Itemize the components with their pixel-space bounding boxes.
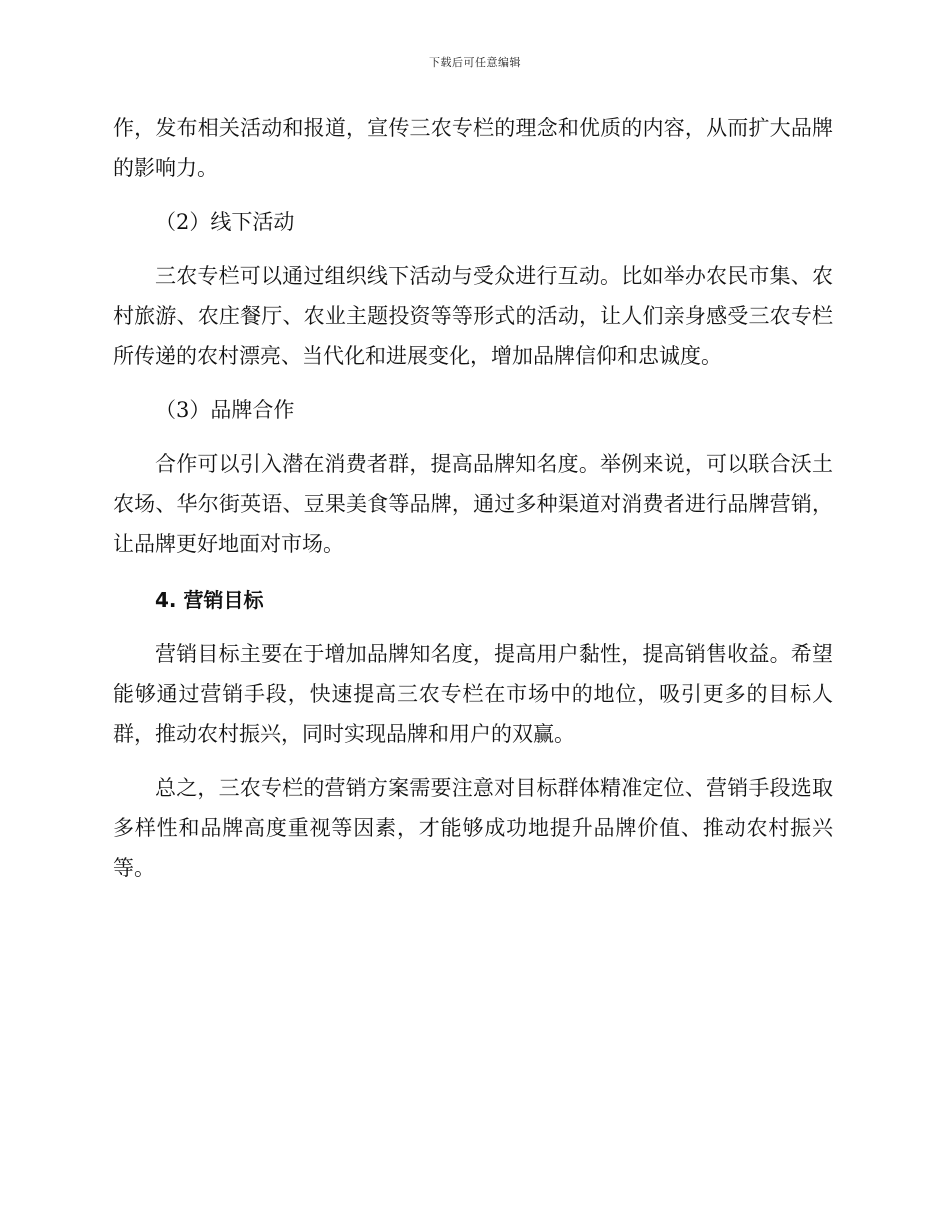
page-header: 下载后可任意编辑 (429, 56, 521, 69)
section-heading-marketing-goals: 4. 营销目标 (155, 588, 264, 612)
document-body (113, 108, 833, 888)
paragraph-offline-activities: 三农专栏可以通过组织线下活动与受众进行互动。比如举办农民市集、农村旅游、农庄餐厅、农业主题投资等等形式的活动，让人们亲身感受三农专栏所传递的农村漂亮、当代化和进展变化，增加品牌信仰和忠诚度。 (113, 264, 833, 368)
subheading-offline-activities: （2）线下活动 (155, 210, 295, 234)
paragraph-brand-cooperation: 合作可以引入潜在消费者群，提高品牌知名度。举例来说，可以联合沃土农场、华尔街英语、豆果美食等品牌，通过多种渠道对消费者进行品牌营销，让品牌更好地面对市场。 (113, 452, 833, 556)
paragraph-conclusion: 总之，三农专栏的营销方案需要注意对目标群体精准定位、营销手段选取多样性和品牌高度重视等因素，才能够成功地提升品牌价值、推动农村振兴等。 (113, 776, 833, 880)
subheading-brand-cooperation: （3）品牌合作 (155, 398, 295, 422)
paragraph-continuation: 作，发布相关活动和报道，宣传三农专栏的理念和优质的内容，从而扩大品牌的影响力。 (113, 116, 833, 180)
paragraph-marketing-goals: 营销目标主要在于增加品牌知名度，提高用户黏性，提高销售收益。希望能够通过营销手段，快速提高三农专栏在市场中的地位，吸引更多的目标人群，推动农村振兴，同时实现品牌和用户的双赢。 (113, 642, 833, 746)
